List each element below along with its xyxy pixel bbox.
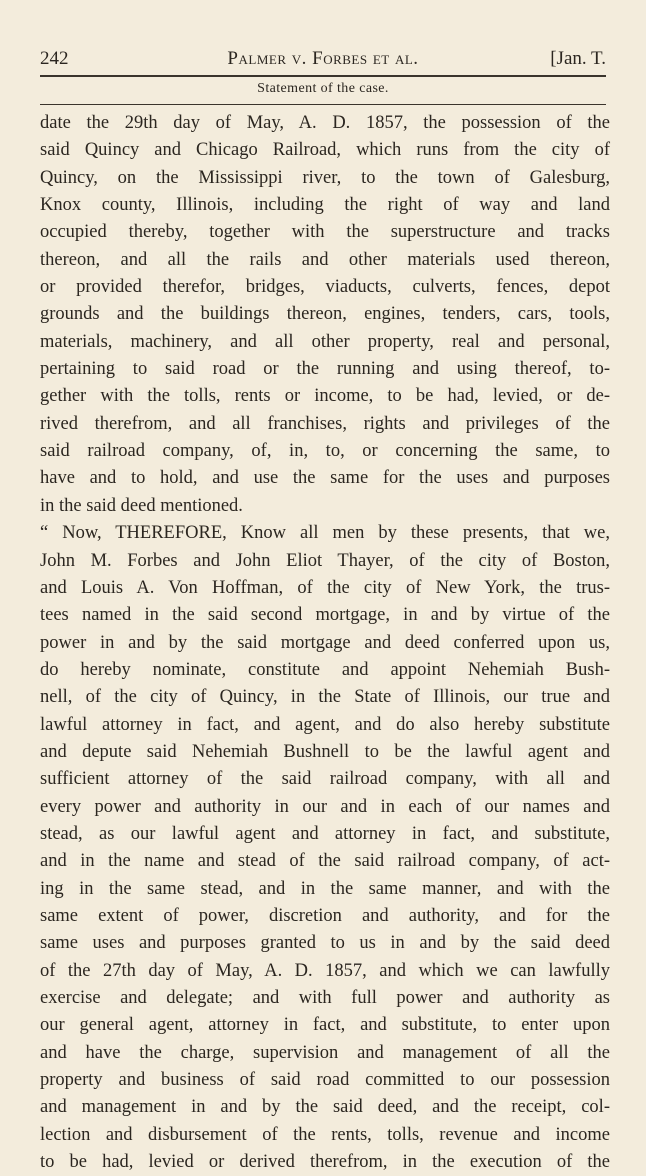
- text-line: every power and authority in our and in each of our names and: [40, 796, 610, 817]
- header-rule-bottom: [40, 104, 606, 105]
- text-line: “ Now, THEREFORE, Know all men by these presents, that we,: [40, 523, 610, 544]
- text-line: Quincy, on the Mississippi river, to the town of Galesburg,: [40, 167, 610, 188]
- text-line: property and business of said road committed to our possession: [40, 1070, 610, 1091]
- text-line: sufficient attorney of the said railroad company, with all and: [40, 769, 610, 790]
- text-line: our general agent, attorney in fact, and substitute, to enter upon: [40, 1015, 610, 1036]
- text-line: power in and by the said mortgage and deed conferred upon us,: [40, 632, 610, 653]
- text-line: and depute said Nehemiah Bushnell to be the lawful agent and: [40, 741, 610, 762]
- text-line: said Quincy and Chicago Railroad, which runs from the city of: [40, 140, 610, 161]
- text-line: nell, of the city of Quincy, in the State of Illinois, our true and: [40, 687, 610, 708]
- text-line: do hereby nominate, constitute and appoint Nehemiah Bush-: [40, 659, 610, 680]
- text-line: have and to hold, and use the same for the uses and purposes: [40, 468, 610, 489]
- text-line: grounds and the buildings thereon, engines, tenders, cars, tools,: [40, 304, 610, 325]
- text-line: of the 27th day of May, A. D. 1857, and which we can lawfully: [40, 960, 610, 981]
- text-line: thereon, and all the rails and other materials used thereon,: [40, 249, 610, 270]
- text-line: lection and disbursement of the rents, tolls, revenue and income: [40, 1124, 610, 1145]
- text-line: and Louis A. Von Hoffman, of the city of New York, the trus-: [40, 577, 610, 598]
- text-line: and have the charge, supervision and management of all the: [40, 1042, 610, 1063]
- statement-subheader: Statement of the case.: [257, 81, 389, 96]
- text-line: pertaining to said road or the running and using thereof, to-: [40, 359, 610, 380]
- text-line: John M. Forbes and John Eliot Thayer, of the city of Boston,: [40, 550, 610, 571]
- text-line: and in the name and stead of the said railroad company, of act-: [40, 851, 610, 872]
- running-head: [40, 44, 606, 74]
- text-line: ing in the same stead, and in the same manner, and with the: [40, 878, 610, 899]
- text-line: said railroad company, of, in, to, or concerning the same, to: [40, 441, 610, 462]
- text-line: to be had, levied or derived therefrom, in the execution of the: [40, 1152, 610, 1173]
- header-rule-top: [40, 75, 606, 77]
- text-line: stead, as our lawful agent and attorney in fact, and substitute,: [40, 823, 610, 844]
- text-line: rived therefrom, and all franchises, rights and privileges of the: [40, 413, 610, 434]
- text-line: occupied thereby, together with the superstructure and tracks: [40, 222, 610, 243]
- text-line: date the 29th day of May, A. D. 1857, the possession of the: [40, 113, 610, 133]
- text-line: same uses and purposes granted to us in and by the said deed: [40, 933, 610, 954]
- text-line: same extent of power, discretion and authority, and for the: [40, 905, 610, 926]
- page-number: 242: [40, 48, 69, 69]
- text-line: tees named in the said second mortgage, in and by virtue of the: [40, 605, 610, 626]
- text-line: and management in and by the said deed, and the receipt, col-: [40, 1097, 610, 1118]
- text-line: lawful attorney in fact, and agent, and do also hereby substitute: [40, 714, 610, 735]
- text-line: materials, machinery, and all other property, real and personal,: [40, 331, 610, 352]
- text-line: or provided therefor, bridges, viaducts, culverts, fences, depot: [40, 277, 610, 298]
- case-title: Palmer v. Forbes et al.: [227, 48, 419, 69]
- term-label: [Jan. T.: [550, 48, 606, 69]
- text-line: Knox county, Illinois, including the right of way and land: [40, 195, 610, 216]
- text-line: exercise and delegate; and with full power and authority as: [40, 988, 610, 1008]
- text-line: gether with the tolls, rents or income, to be had, levied, or de-: [40, 386, 610, 407]
- text-line: in the said deed mentioned.: [40, 495, 243, 516]
- body-text: [40, 110, 610, 1176]
